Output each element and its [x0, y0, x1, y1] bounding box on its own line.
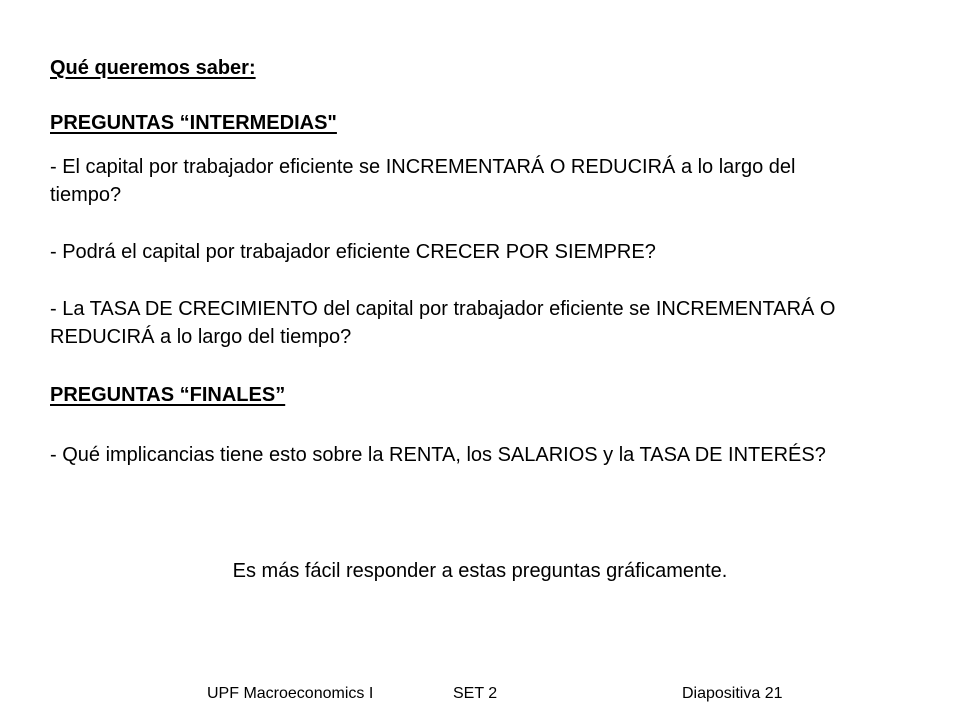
question-crecer-por-siempre: - Podrá el capital por trabajador eficiente CRECER POR SIEMPRE?	[50, 241, 656, 263]
footer-set: SET 2	[453, 685, 498, 702]
heading-preguntas-intermedias: PREGUNTAS “INTERMEDIAS"	[50, 112, 337, 134]
heading-que-queremos-saber: Qué queremos saber:	[50, 57, 256, 79]
closing-statement: Es más fácil responder a estas preguntas gráficamente.	[232, 560, 728, 582]
heading-preguntas-finales: PREGUNTAS “FINALES”	[50, 384, 286, 406]
footer-slide-number: Diapositiva 21	[682, 685, 783, 702]
footer-course: UPF Macroeconomics I	[207, 685, 374, 702]
question-capital-incrementara: - El capital por trabajador eficiente se INCREMENTARÁ O REDUCIRÁ a lo largo del tiempo?	[50, 156, 796, 206]
question-implicancias: - Qué implicancias tiene esto sobre la RENTA, los SALARIOS y la TASA DE INTERÉS?	[50, 444, 826, 466]
question-tasa-crecimiento: - La TASA DE CRECIMIENTO del capital por trabajador eficiente se INCREMENTARÁ O REDUCIRÁ a lo largo del tiempo?	[50, 298, 836, 348]
